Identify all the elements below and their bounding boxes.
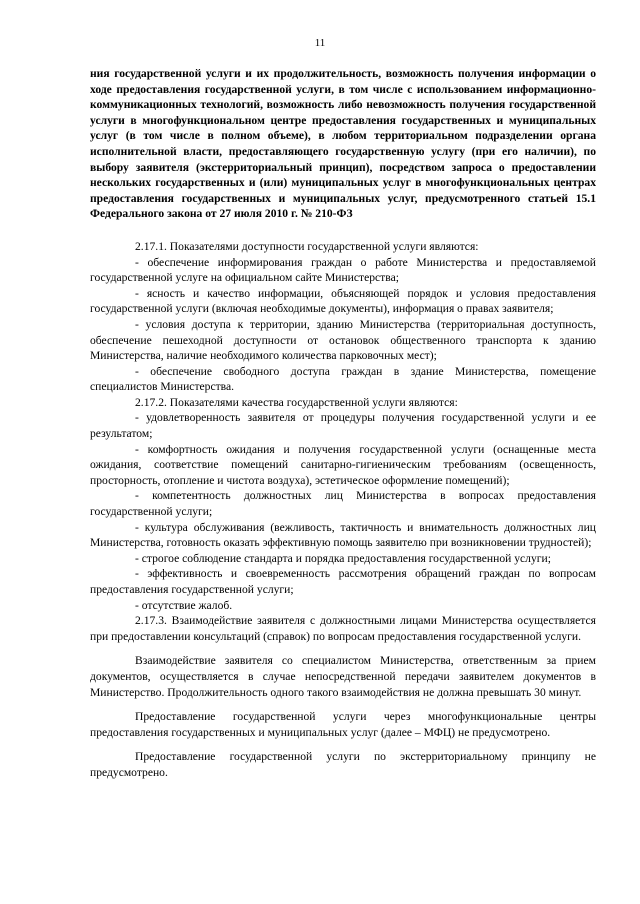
paragraph-2-17-3: 2.17.3. Взаимодействие заявителя с должностными лицами Министерства осуществляется при предоставлении консультаций (справок) по вопросам предоставления государственной услуги.	[90, 614, 596, 643]
paragraph-mfc: Предоставление государственной услуги через многофункциональные центры предоставления государственных и муниципальных услуг (далее – МФЦ) не предусмотрено.	[90, 710, 596, 739]
list-item: - эффективность и своевременность рассмотрения обращений граждан по вопросам предоставления государственной услуги;	[90, 567, 596, 596]
list-item: - отсутствие жалоб.	[135, 598, 233, 612]
list-item: - ясность и качество информации, объясняющей порядок и условия предоставления государственной услуги (включая необходимые документы), информация о правах заявителя;	[90, 286, 596, 316]
list-item: - строгое соблюдение стандарта и порядка предоставления государственной услуги;	[135, 551, 551, 565]
body-text	[90, 239, 596, 781]
list-item: - удовлетворенность заявителя от процедуры получения государственной услуги и ее результатом;	[90, 411, 596, 441]
page-number: 11	[314, 37, 326, 49]
paragraph-interaction: Взаимодействие заявителя со специалистом Министерства, ответственным за прием документов, осуществляется в случае непосредственной передачи заявителем документов в Министерство. Продолжительность одного такого взаимодействия не должна превышать 30 минут.	[90, 654, 596, 699]
list-item: - условия доступа к территории, зданию Министерства (территориальная доступность, обеспечение пешеходной доступности от остановок общественного транспорта к зданию Министерства, наличие необходимого количества парковочных мест);	[90, 317, 596, 363]
list-item: - обеспечение свободного доступа граждан в здание Министерства, помещение специалистов Министерства.	[90, 364, 596, 394]
list-item: - обеспечение информирования граждан о работе Министерства и предоставляемой государственной услуге на официальном сайте Министерства;	[90, 255, 596, 285]
document-content	[90, 66, 596, 781]
paragraph-2-17-2-heading: 2.17.2. Показателями качества государственной услуги являются:	[135, 395, 458, 409]
bold-paragraph: ния государственной услуги и их продолжительность, возможность получения информации о ходе предоставления государственной услуги, в том числе с использованием информационно-коммуникационных технологий, возможность либо невозможность получения государственной услуги в многофункциональном центре предоставления государственных и муниципальных услуг (в том числе в полном объеме), в любом территориальном подразделении органа исполнительной власти, предоставляющего государственную услугу (при его наличии), по выбору заявителя (экстерриториальный принцип), посредством запроса о предоставлении нескольких государственных и (или) муниципальных услуг в многофункциональных центрах предоставления государственных и муниципальных услуг, предусмотренного статьей 15.1 Федерального закона от 27 июля 2010 г. № 210-ФЗ	[90, 67, 596, 221]
list-item: - культура обслуживания (вежливость, тактичность и внимательность должностных лиц Министерства, готовность оказать эффективную помощь заявителю при возникновении трудностей);	[90, 520, 596, 550]
paragraph-extraterritorial: Предоставление государственной услуги по экстерриториальному принципу не предусмотрено.	[90, 750, 596, 779]
list-item: - комфортность ожидания и получения государственной услуги (оснащенные места ожидания, соответствие помещений санитарно-гигиеническим требованиям (освещенность, просторность, отопление и чистота воздуха), эстетическое оформление помещений);	[90, 442, 596, 487]
list-item: - компетентность должностных лиц Министерства в вопросах предоставления государственной услуги;	[90, 489, 596, 519]
paragraph-2-17-1-heading: 2.17.1. Показателями доступности государственной услуги являются:	[135, 239, 479, 253]
